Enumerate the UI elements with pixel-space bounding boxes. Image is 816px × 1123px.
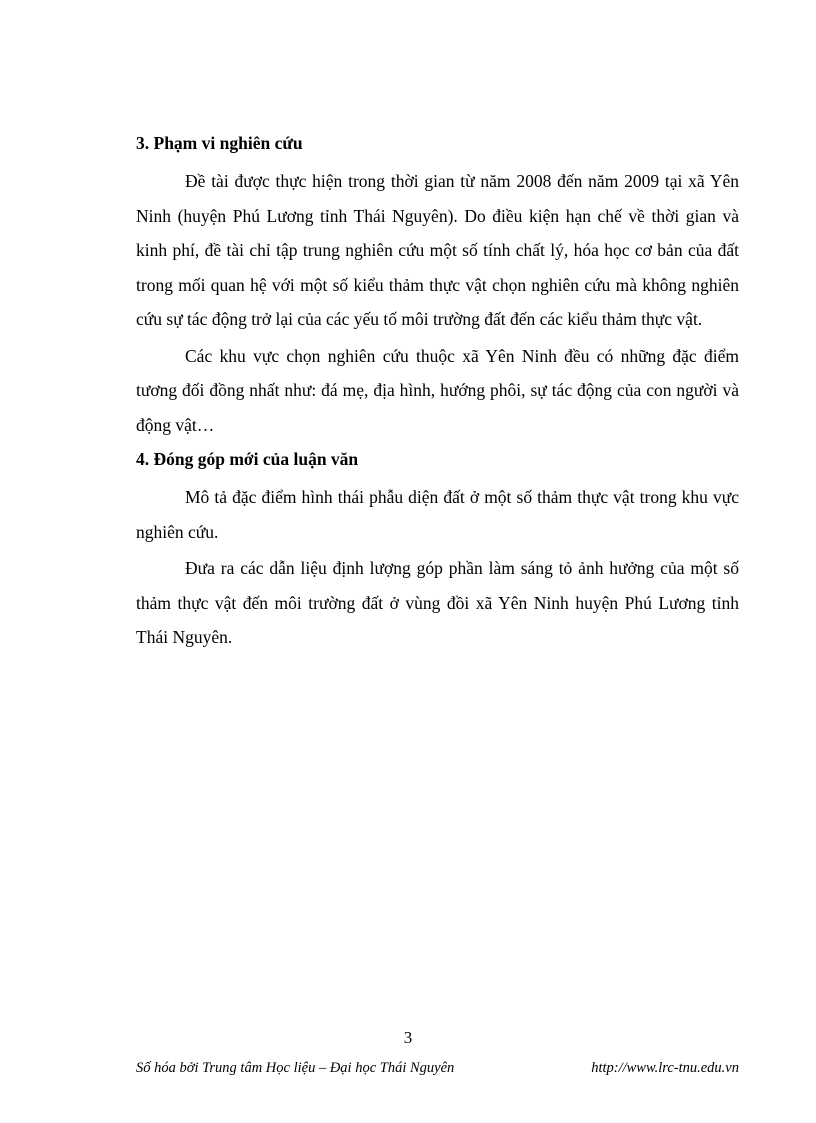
footer-source: Số hóa bởi Trung tâm Học liệu – Đại học Thái Nguyên <box>136 1060 455 1076</box>
section-heading-contribution: 4. Đóng góp mới của luận văn <box>136 449 359 469</box>
footer-url: http://www.lrc-tnu.edu.vn <box>591 1060 739 1076</box>
paragraph-scope-2: Các khu vực chọn nghiên cứu thuộc xã Yên Ninh đều có những đặc điểm tương đối đồng nhất như: đá mẹ, địa hình, hướng phôi, sự tác động của con người và động vật… <box>136 345 739 435</box>
paragraph-scope-1: Đề tài được thực hiện trong thời gian từ năm 2008 đến năm 2009 tại xã Yên Ninh (huyện Phú Lương tỉnh Thái Nguyên). Do điều kiện hạn chế về thời gian và kinh phí, đề tài chỉ tập trung nghiên cứu một số tính chất lý, hóa học cơ bản của đất trong mối quan hệ với một số kiểu thảm thực vật chọn nghiên cứu mà không nghiên cứu sự tác động trở lại của các yếu tố môi trường đất đến các kiểu thảm thực vật. <box>136 171 739 329</box>
page-footer <box>136 1060 739 1077</box>
paragraph-contribution-2: Đưa ra các dẫn liệu định lượng góp phần làm sáng tỏ ảnh hưởng của một số thảm thực vật đến môi trường đất ở vùng đồi xã Yên Ninh huyện Phú Lương tỉnh Thái Nguyên. <box>136 558 739 647</box>
page-body <box>136 128 739 657</box>
paragraph-contribution-1: Mô tả đặc điểm hình thái phẫu diện đất ở một số thảm thực vật trong khu vực nghiên cứu. <box>136 487 739 542</box>
page-number: 3 <box>403 1028 413 1047</box>
section-heading-scope: 3. Phạm vi nghiên cứu <box>136 133 303 153</box>
